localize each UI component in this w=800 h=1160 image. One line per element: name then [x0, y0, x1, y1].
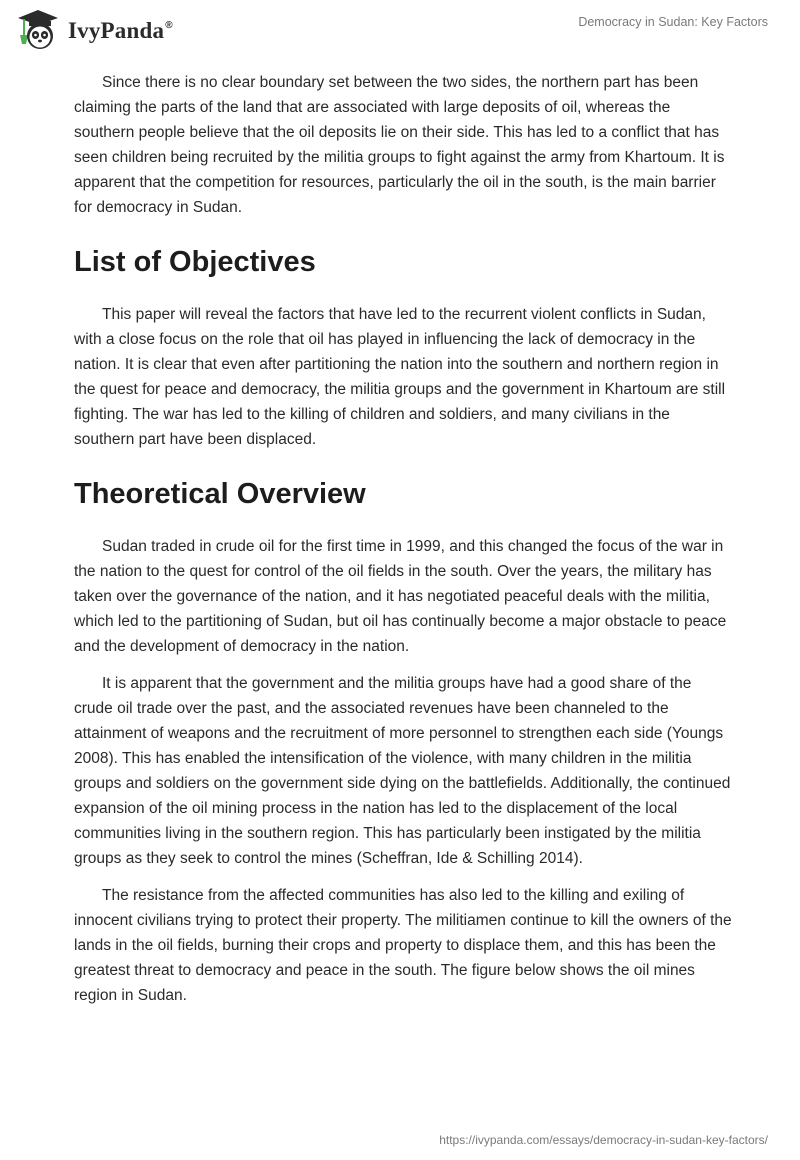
source-url-link[interactable]: https://ivypanda.com/essays/democracy-in-sudan-key-factors/ — [439, 1133, 768, 1147]
brand-name: IvyPanda® — [68, 18, 173, 43]
heading-theoretical-overview: Theoretical Overview — [74, 478, 366, 510]
theory-paragraph-1: Sudan traded in crude oil for the first time in 1999, and this changed the focus of the war in the nation to the quest for control of the oil fields in the south. Over the years, the military has taken over the governance of the nation, and it has negotiated peaceful deals with the militia, which led to the partitioning of Sudan, but oil has continually become a major obstacle to peace and the development of democracy in the nation. — [74, 538, 727, 655]
theory-paragraph-3: The resistance from the affected communities has also led to the killing and exiling of innocent civilians trying to protect their property. The militiamen continue to kill the owners of the lands in the oil fields, burning their crops and property to displace them, and this has been the greatest threat to democracy and peace in the south. The figure below shows the oil mines region in Sudan. — [74, 887, 732, 1004]
heading-list-of-objectives: List of Objectives — [74, 246, 316, 278]
intro-paragraph: Since there is no clear boundary set between the two sides, the northern part has been claiming the parts of the land that are associated with large deposits of oil, whereas the southern people believe that the oil deposits lie on their side. This has led to a conflict that has seen children being recruited by the militia groups to fight against the army from Khartoum. It is apparent that the competition for resources, particularly the oil in the south, is the main barrier for democracy in Sudan. — [74, 74, 725, 216]
panda-graduate-icon — [16, 8, 60, 52]
document-title: Democracy in Sudan: Key Factors — [578, 15, 768, 29]
theory-paragraph-2: It is apparent that the government and the militia groups have had a good share of the crude oil trade over the past, and the associated revenues have been channeled to the attainment of weapons and the recruitment of more personnel to strengthen each side (Youngs 2008). This has enabled the intensification of the violence, with many children in the militia groups and soldiers on the government side dying on the battlefields. Additionally, the continued expansion of the oil mining process in the nation has led to the displacement of the local communities living in the southern region. This has particularly been instigated by the militia groups as they seek to control the mines (Scheffran, Ide & Schilling 2014). — [74, 675, 731, 867]
page-header — [0, 0, 800, 60]
objectives-paragraph: This paper will reveal the factors that have led to the recurrent violent conflicts in Sudan, with a close focus on the role that oil has played in influencing the lack of democracy in the nation. It is clear that even after partitioning the nation into the southern and northern region in the quest for peace and democracy, the militia groups and the government in Khartoum are still fighting. The war has led to the killing of children and soldiers, and many civilians in the southern part have been displaced. — [74, 306, 726, 448]
registered-mark: ® — [165, 20, 173, 31]
brand-logo[interactable] — [16, 8, 173, 52]
essay-body — [74, 70, 734, 1020]
